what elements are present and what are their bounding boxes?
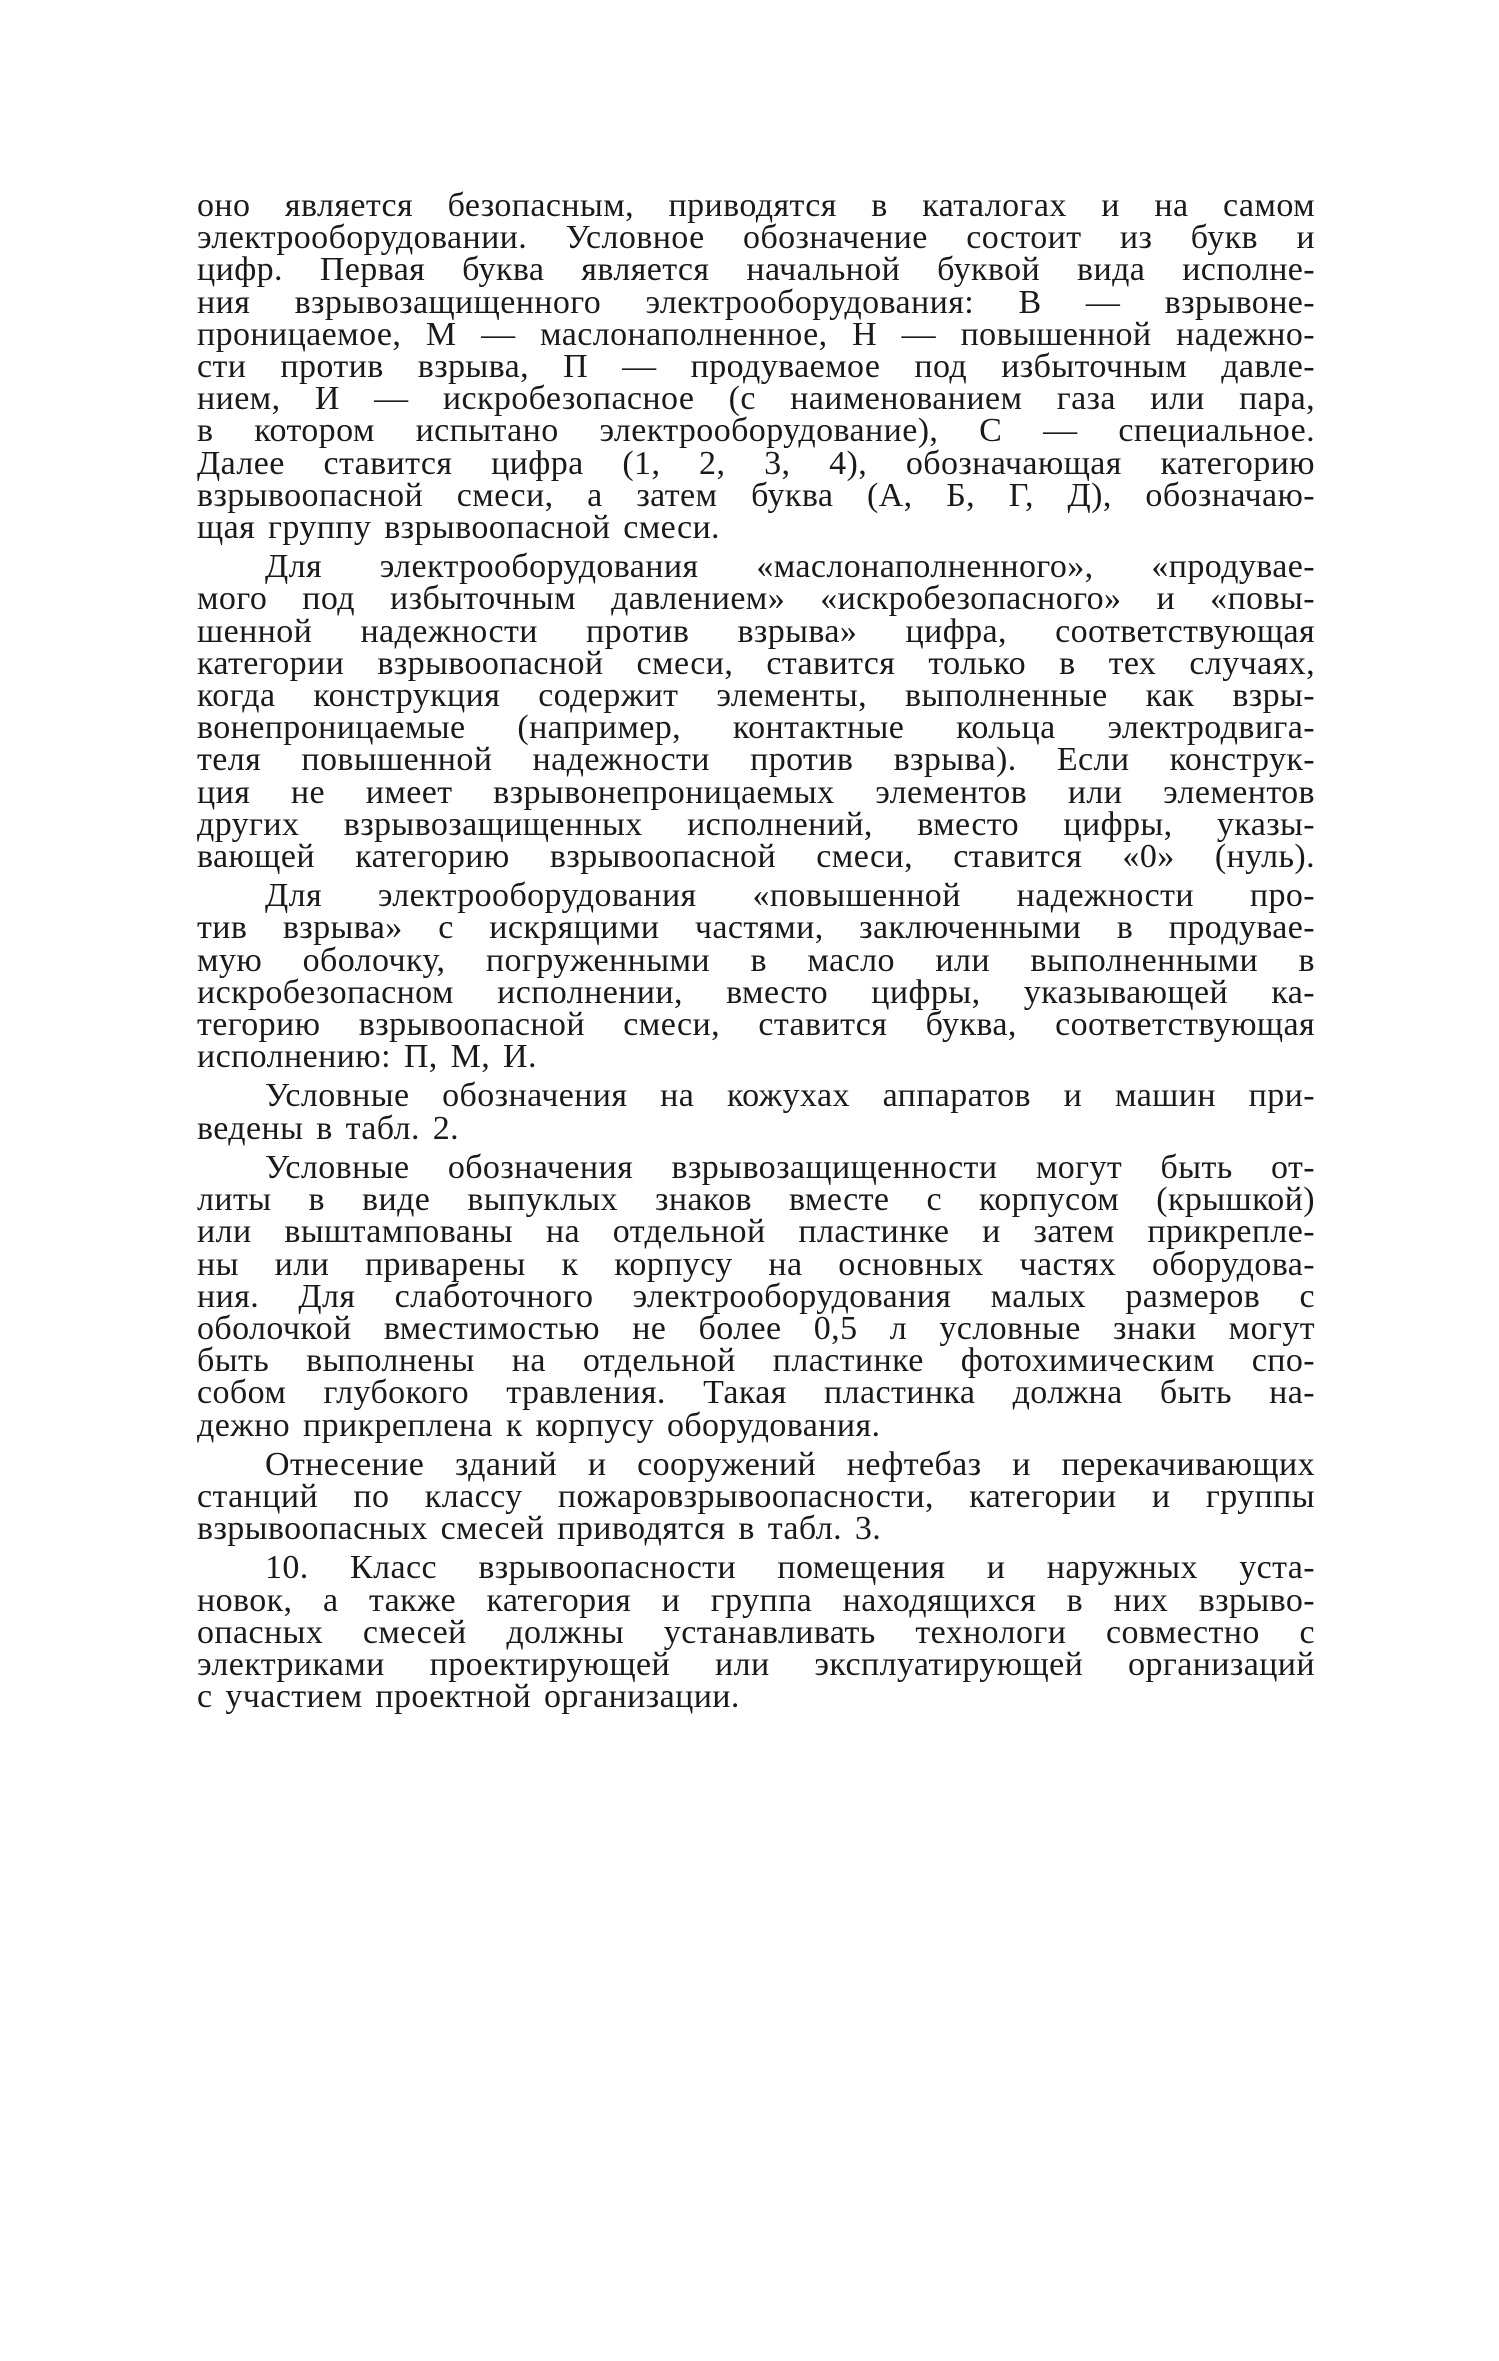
text-line: ция не имеет взрывонепроницаемых элементов или элементов (197, 773, 1315, 811)
paragraph-6 (197, 1445, 1315, 1548)
text-line: ны или приварены к корпусу на основных частях оборудова- (197, 1245, 1315, 1283)
text-line: собом глубокого травления. Такая пластинка должна быть на- (197, 1374, 1315, 1412)
text-line: сти против взрыва, П — продуваемое под избыточным давле- (197, 348, 1315, 386)
text-line: щая группу взрывоопасной смеси. (197, 509, 720, 547)
text-line: цифр. Первая буква является начальной буквой вида исполне- (197, 251, 1315, 289)
text-line: оно является безопасным, приводятся в каталогах и на самом (197, 187, 1315, 224)
text-line: электриками проектирующей или эксплуатирующей организаций (197, 1645, 1315, 1683)
text-line: теля повышенной надежности против взрыва). Если конструк- (197, 741, 1315, 779)
text-line: с участием проектной организации. (197, 1678, 740, 1716)
text-line: Условные обозначения взрывозащищенности могут быть от- (265, 1148, 1315, 1186)
text-line: мого под избыточным давлением» «искробезопасного» и «повы- (197, 580, 1315, 618)
text-line: категории взрывоопасной смеси, ставится только в тех случаях, (197, 644, 1315, 682)
text-line: тив взрыва» с искрящими частями, заключенными в продувае- (197, 909, 1315, 947)
text-line: мую оболочку, погруженными в масло или выполненными в (197, 941, 1315, 979)
paragraph-5 (197, 1148, 1315, 1444)
text-line: оболочкой вместимостью не более 0,5 л условные знаки могут (197, 1309, 1315, 1347)
text-line: вающей категорию взрывоопасной смеси, ставится «0» (нуль). (197, 838, 1315, 876)
text-line: вонепроницаемые (например, контактные кольца электродвига- (197, 709, 1315, 747)
text-line: или выштампованы на отдельной пластинке и затем прикрепле- (197, 1213, 1315, 1251)
paragraph-3 (197, 877, 1315, 1076)
text-line: Для электрооборудования «повышенной надежности про- (265, 877, 1315, 915)
text-line: дежно прикреплена к корпусу оборудования. (197, 1406, 881, 1444)
text-line: станций по классу пожаровзрывоопасности, категории и группы (197, 1477, 1315, 1515)
text-line: тегорию взрывоопасной смеси, ставится буква, соответствующая (197, 1006, 1315, 1044)
text-line: новок, а также категория и группа находящихся в них взрыво- (197, 1581, 1315, 1619)
text-line: Отнесение зданий и сооружений нефтебаз и перекачивающих (265, 1445, 1315, 1483)
text-line: искробезопасном исполнении, вместо цифры, указывающей ка- (197, 973, 1315, 1011)
text-line: взрывоопасных смесей приводятся в табл. 3. (197, 1510, 882, 1548)
text-line: нием, И — искробезопасное (с наименованием газа или пара, (197, 380, 1315, 418)
text-line: ведены в табл. 2. (197, 1109, 460, 1147)
text-line: Далее ставится цифра (1, 2, 3, 4), обозначающая категорию (197, 444, 1315, 482)
text-line: Условные обозначения на кожухах аппаратов и машин при- (265, 1077, 1315, 1115)
text-line: ния взрывозащищенного электрооборудования: В — взрывоне- (197, 283, 1315, 321)
text-line: исполнению: П, М, И. (197, 1038, 537, 1076)
paragraph-2 (197, 548, 1315, 876)
text-line: опасных смесей должны устанавливать технологи совместно с (197, 1613, 1315, 1651)
paragraph-1 (197, 187, 1315, 547)
body-text (197, 187, 1315, 1720)
text-line: в котором испытано электрооборудование), С — специальное. (197, 412, 1315, 450)
paragraph-4 (197, 1077, 1315, 1147)
text-line: электрооборудовании. Условное обозначение состоит из букв и (197, 219, 1315, 257)
paragraph-7 (197, 1549, 1315, 1716)
text-line: взрывоопасной смеси, а затем буква (А, Б, Г, Д), обозначаю- (197, 476, 1315, 514)
text-line: шенной надежности против взрыва» цифра, соответствующая (197, 612, 1315, 650)
text-line: литы в виде выпуклых знаков вместе с корпусом (крышкой) (197, 1181, 1315, 1219)
text-line: других взрывозащищенных исполнений, вместо цифры, указы- (197, 805, 1315, 843)
text-line: 10. Класс взрывоопасности помещения и наружных уста- (265, 1549, 1315, 1587)
text-line: быть выполнены на отдельной пластинке фотохимическим спо- (197, 1342, 1315, 1380)
text-line: Для электрооборудования «маслонаполненного», «продувае- (265, 548, 1315, 586)
text-line: проницаемое, М — маслонаполненное, Н — повышенной надежно- (197, 315, 1315, 353)
text-line: ния. Для слаботочного электрооборудования малых размеров с (197, 1277, 1315, 1315)
text-line: когда конструкция содержит элементы, выполненные как взры- (197, 677, 1315, 715)
